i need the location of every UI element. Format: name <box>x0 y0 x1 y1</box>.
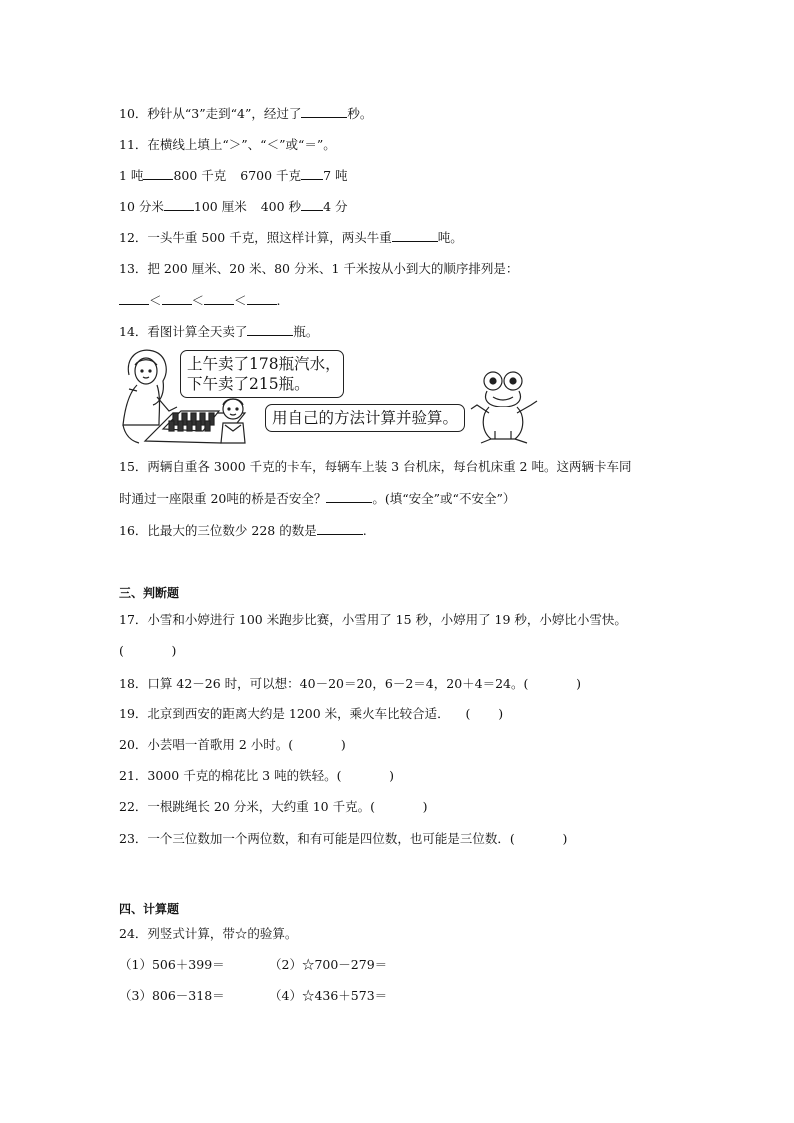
q11-item: 10 分米 <box>119 199 164 214</box>
section-heading-calculation: 四、计算题 <box>119 902 180 916</box>
q13-text: 13．把 200 厘米、20 米、80 分米、1 千米按从小到大的顺序排列是： <box>119 261 519 276</box>
question-20: 20．小芸唱一首歌用 2 小时。( ) <box>119 737 346 752</box>
question-17 <box>119 612 627 628</box>
question-18: 18．口算 42－26 时，可以想：40－20＝20，6－2＝4，20＋4＝24。( ) <box>119 676 581 691</box>
answer-blank[interactable] <box>164 198 194 211</box>
answer-blank[interactable] <box>119 292 149 305</box>
q10-tail: 秒。 <box>347 106 373 121</box>
answer-blank[interactable] <box>162 292 192 305</box>
question-21: 21．3000 千克的棉花比 3 吨的铁轻。( ) <box>119 768 395 783</box>
bubble-text: 用自己的方法计算并验算。 <box>272 409 459 427</box>
answer-blank[interactable] <box>326 490 372 503</box>
question-23: 23．一个三位数加一个两位数，和有可能是四位数，也可能是三位数．( ) <box>119 831 568 846</box>
question-24: 24．列竖式计算，带☆的验算。 <box>119 926 298 941</box>
q12-tail: 吨。 <box>437 230 463 245</box>
less-than-sign: ＜ <box>149 293 162 308</box>
q24-row-1 <box>119 957 387 973</box>
q15-line-1: 15．两辆自重各 3000 千克的卡车，每辆车上装 3 台机床，每台机床重 2 吨。这两辆卡车同 <box>119 459 632 474</box>
q13-answer-row <box>119 292 281 309</box>
bubble-line: 下午卖了215瓶。 <box>187 375 310 393</box>
q11-row-1 <box>119 167 348 184</box>
answer-blank[interactable] <box>204 292 234 305</box>
q24-part-3: （3）806－318＝ <box>119 988 225 1003</box>
speech-bubble-boy <box>265 404 465 432</box>
question-11 <box>119 137 336 153</box>
q11-text: 11．在横线上填上“＞”、“＜”或“＝”。 <box>119 137 336 152</box>
less-than-sign: ＜ <box>191 293 205 308</box>
less-than-sign: ＜ <box>234 293 247 308</box>
question-16 <box>119 522 367 539</box>
question-14 <box>119 323 318 340</box>
q17-paren[interactable]: ( ) <box>119 643 177 658</box>
q11-item: 800 千克 <box>173 168 227 183</box>
answer-blank[interactable] <box>143 167 173 180</box>
answer-blank[interactable] <box>247 323 293 336</box>
answer-blank[interactable] <box>317 522 363 535</box>
q11-item: 400 秒 <box>260 199 302 214</box>
q24-part-2: （2）☆700－279＝ <box>269 957 388 972</box>
question-13 <box>119 261 518 277</box>
q11-item: 4 分 <box>323 199 348 214</box>
q11-item: 1 吨 <box>119 168 144 183</box>
q16-tail: . <box>362 523 367 538</box>
answer-blank[interactable] <box>301 167 323 180</box>
q11-item: 6700 千克 <box>240 168 302 183</box>
q10-text: 10．秒针从“3”走到“4”，经过了 <box>119 106 302 121</box>
q17-text: 17．小雪和小婷进行 100 米跑步比赛，小雪用了 15 秒，小婷用了 19 秒，小婷比小雪快。 <box>119 612 627 627</box>
q24-row-2 <box>119 988 387 1004</box>
period: . <box>276 293 281 308</box>
answer-blank[interactable] <box>301 198 323 211</box>
question-12 <box>119 229 463 246</box>
q11-item: 7 吨 <box>323 168 348 183</box>
q15-tail: 。(填“安全”或“不安全”） <box>372 491 516 506</box>
question-22: 22．一根跳绳长 20 分米，大约重 10 千克。( ) <box>119 799 428 814</box>
section-heading-judgement: 三、判断题 <box>119 586 180 600</box>
answer-blank[interactable] <box>247 292 277 305</box>
q24-part-4: （4）☆436＋573＝ <box>269 988 388 1003</box>
q15-line-2 <box>119 490 515 507</box>
frog-figure <box>471 372 537 443</box>
question-10 <box>119 105 372 122</box>
q14-tail: 瓶。 <box>293 324 319 339</box>
q12-text: 12．一头牛重 500 千克，照这样计算，两头牛重 <box>119 230 392 245</box>
speech-bubble-girl <box>180 350 344 398</box>
q14-text: 14．看图计算全天卖了 <box>119 324 248 339</box>
q16-text: 16．比最大的三位数少 228 的数是 <box>119 523 317 538</box>
q11-row-2 <box>119 198 348 215</box>
bubble-line: 上午卖了178瓶汽水， <box>187 355 341 373</box>
question-15 <box>119 459 631 475</box>
answer-blank[interactable] <box>392 229 438 242</box>
q11-item: 100 厘米 <box>193 199 247 214</box>
q15-text: 时通过一座限重 20吨的桥是否安全？ <box>119 491 327 506</box>
question-19: 19．北京到西安的距离大约是 1200 米，乘火车比较合适． ( ) <box>119 706 504 721</box>
answer-blank[interactable] <box>301 105 347 118</box>
q24-part-1: （1）506＋399＝ <box>119 957 225 972</box>
